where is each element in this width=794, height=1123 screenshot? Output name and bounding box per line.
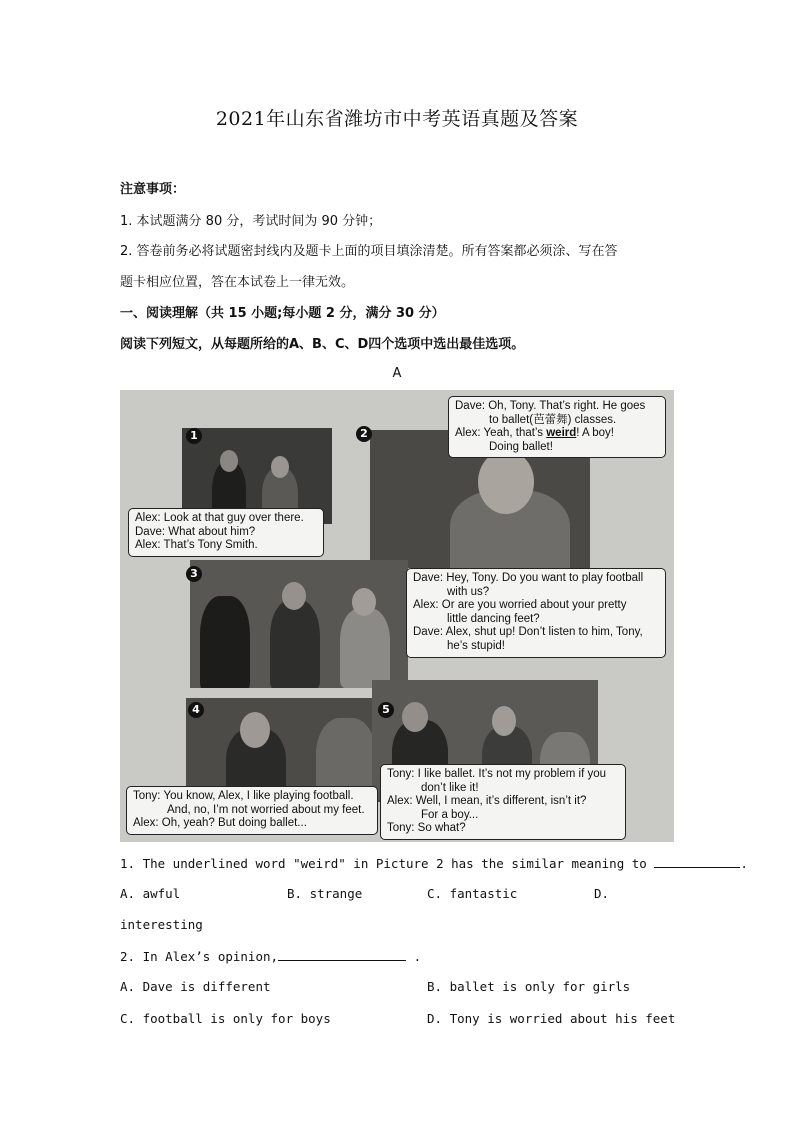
option-1a[interactable]: A. awful: [120, 886, 181, 901]
underlined-word-weird: weird: [546, 427, 577, 440]
speech-bubble-3: Dave: Hey, Tony. Do you want to play football with us? Alex: Or are you worried about your pretty little dancing feet? Dave: Alex, shut up! Don’t listen to him, Tony, he’s stupid!: [406, 568, 666, 658]
answer-blank-1[interactable]: [654, 855, 740, 868]
option-2c[interactable]: C. football is only for boys: [120, 1011, 331, 1026]
page-title: 2021年山东省潍坊市中考英语真题及答案: [215, 108, 579, 130]
option-2b[interactable]: B. ballet is only for girls: [427, 979, 631, 994]
option-1c[interactable]: C. fantastic: [427, 886, 518, 901]
question-2-stem: 2. In Alex’s opinion, .: [120, 949, 422, 964]
speech-bubble-2: Dave: Oh, Tony. That’s right. He goes to ballet(芭蕾舞) classes. Alex: Yeah, that’s weird! A boy! Doing ballet!: [448, 396, 666, 458]
picture-number-5: 5: [378, 702, 394, 718]
option-1d-continued[interactable]: interesting: [120, 917, 203, 932]
section-instruction: 阅读下列短文，从每题所给的A、B、C、D四个选项中选出最佳选项。: [120, 337, 525, 352]
answer-blank-2[interactable]: [278, 948, 406, 961]
speech-bubble-1: Alex: Look at that guy over there. Dave: What about him? Alex: That’s Tony Smith.: [128, 508, 324, 557]
picture-number-4: 4: [188, 702, 204, 718]
notice-item-2-line-1: 2. 答卷前务必将试题密封线内及题卡上面的项目填涂清楚。所有答案都必须涂、写在答: [120, 244, 618, 259]
picture-number-3: 3: [186, 566, 202, 582]
picture-number-2: 2: [356, 426, 372, 442]
option-1b[interactable]: B. strange: [287, 886, 363, 901]
passage-label: A: [392, 366, 402, 381]
speech-bubble-4: Tony: You know, Alex, I like playing football. And, no, I’m not worried about my feet. Alex: Oh, yeah? But doing ballet...: [126, 786, 378, 835]
section-heading: 一、阅读理解（共 15 小题;每小题 2 分，满分 30 分）: [120, 306, 445, 321]
option-1d[interactable]: D.: [594, 886, 610, 901]
notice-item-1: 1. 本试题满分 80 分，考试时间为 90 分钟；: [120, 214, 382, 229]
option-2d[interactable]: D. Tony is worried about his feet: [427, 1011, 676, 1026]
picture-number-1: 1: [186, 428, 202, 444]
comic-strip-image: [120, 390, 674, 842]
option-2a[interactable]: A. Dave is different: [120, 979, 271, 994]
question-1-stem: 1. The underlined word "weird" in Picture 2 has the similar meaning to .: [120, 856, 748, 871]
notice-heading: 注意事项：: [120, 182, 186, 197]
speech-bubble-5: Tony: I like ballet. It’s not my problem if you don’t like it! Alex: Well, I mean, it’s different, isn’t it? For a boy... Tony: So what?: [380, 764, 626, 840]
picture-3: [190, 560, 408, 688]
notice-item-2-line-2: 题卡相应位置，答在本试卷上一律无效。: [120, 275, 355, 290]
